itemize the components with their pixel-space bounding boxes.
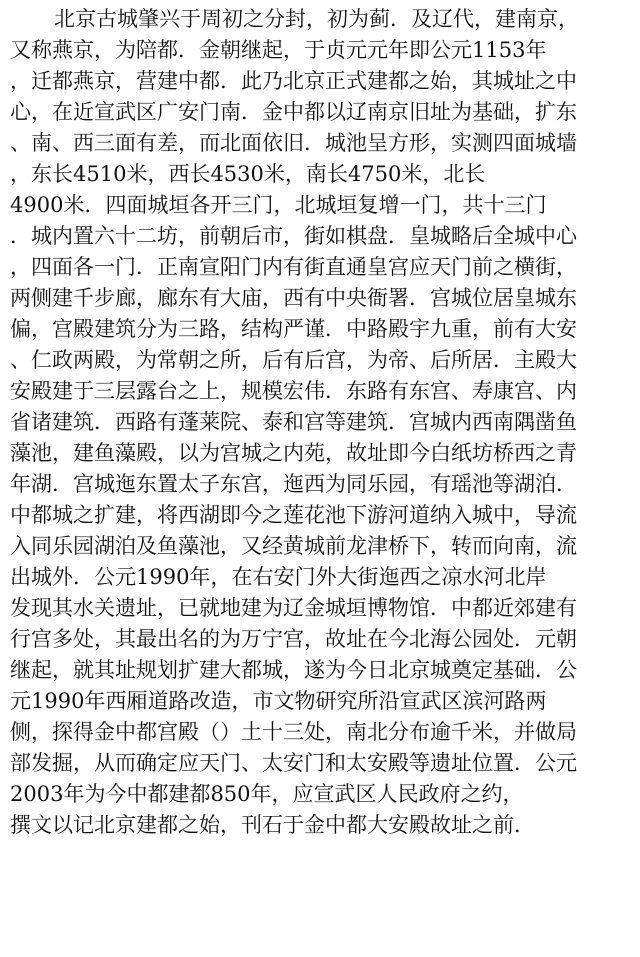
text-line-14: 省诸建筑．西路有蓬莱院、泰和宫等建筑．宫城内西南隅凿鱼 — [10, 410, 577, 434]
text-line-23: 元1990年西厢道路改造，市文物研究所沿宣武区滨河路两 — [10, 689, 547, 713]
text-line-2: 又称燕京，为陪都．金朝继起，于贞元元年即公元1153年 — [10, 38, 547, 62]
text-line-10: 两侧建千步廊，廊东有大庙，西有中央衙署．宫城位居皇城东 — [10, 286, 577, 310]
text-line-5: 、南、西三面有差，而北面依旧．城池呈方形，实测四面城墙 — [10, 131, 577, 155]
text-line-18: 入同乐园湖泊及鱼藻池，又经黄城前龙津桥下，转而向南，流 — [10, 534, 577, 558]
text-line-12: 、仁政两殿，为常朝之所，后有后宫，为帝、后所居．主殿大 — [10, 348, 577, 372]
text-line-26: 2003年为今中都建都850年，应宣武区人民政府之约， — [10, 782, 524, 806]
text-line-4: 心，在近宣武区广安门南．金中都以辽南京旧址为基础，扩东 — [10, 100, 577, 124]
text-line-24: 侧，探得金中都宫殿（）土十三处，南北分布逾千米，并做局 — [10, 720, 577, 744]
text-line-7: 4900米．四面城垣各开三门，北城垣复增一门，共十三门 — [10, 193, 547, 217]
text-line-22: 继起，就其址规划扩建大都城，遂为今日北京城奠定基础．公 — [10, 658, 577, 682]
text-line-15: 藻池，建鱼藻殿，以为宫城之内苑，故址即今白纸坊桥西之青 — [10, 441, 577, 465]
text-line-21: 行宫多处，其最出名的为万宁宫，故址在今北海公园处．元朝 — [10, 627, 577, 651]
text-line-1: 北京古城肇兴于周初之分封，初为蓟．及辽代，建南京， — [54, 7, 579, 31]
text-line-6: ，东长4510米，西长4530米，南长4750米，北长 — [10, 162, 486, 186]
text-line-8: ．城内置六十二坊，前朝后市，街如棋盘．皇城略后全城中心 — [10, 224, 577, 248]
text-line-17: 中都城之扩建，将西湖即今之莲花池下游河道纳入城中，导流 — [10, 503, 577, 527]
text-line-11: 偏，宫殿建筑分为三路，结构严谨．中路殿宇九重，前有大安 — [10, 317, 577, 341]
text-line-3: ，迁都燕京，营建中都．此乃北京正式建都之始，其城址之中 — [10, 69, 577, 93]
text-line-9: ，四面各一门．正南宣阳门内有街直通皇宫应天门前之横街， — [10, 255, 577, 279]
text-line-20: 发现其水关遗址，已就地建为辽金城垣博物馆．中都近郊建有 — [10, 596, 577, 620]
text-line-27: 撰文以记北京建都之始，刊石于金中都大安殿故址之前． — [10, 813, 535, 837]
text-line-13: 安殿建于三层露台之上，规模宏伟．东路有东宫、寿康宫、内 — [10, 379, 577, 403]
text-line-25: 部发掘，从而确定应天门、太安门和太安殿等遗址位置．公元 — [10, 751, 577, 775]
text-line-16: 年湖．宫城迤东置太子东宫，迤西为同乐园，有瑶池等湖泊． — [10, 472, 577, 496]
text-line-19: 出城外．公元1990年，在右安门外大街迤西之凉水河北岸 — [10, 565, 547, 589]
